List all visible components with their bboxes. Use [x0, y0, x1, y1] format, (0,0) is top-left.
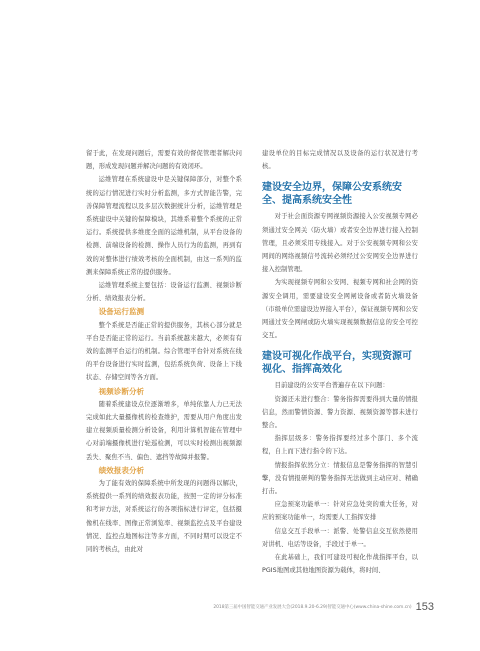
paragraph: 为了能有效的保障系统中所发现的问题得以解决，系统提供一系列的绩效报表功能，按照一定的评分标准和考评方法，对系统运行的各项指标进行评定，包括摄像机在线率、图像正常浏览率、视频监控点及平台建设情况、监控点地图标注等多方面，不同时期可以设定不同的考核点，由此对: [86, 480, 242, 554]
paragraph: 运维管理在系统建设中是关键保障部分，对整个系统的运行情况进行实时分析监测，多方式智能告警，完善保障管理流程以及多层次数据统计分析，运维管理是系统建设中关键的保障模块，其维系着整个系统的正常运行。系统提供多维度全面的运维机制，从平台设备的检测、前端设备的检测、操作人员行为的监测，再到有效的对整体进行绩效考核的全面机制，由这一系列的监测来保障系统正常的提供服务。: [86, 176, 242, 276]
paragraph: 信息交互手段单一：派警、处警信息交互依然使用对讲机、电话等设备，手段过于单一。: [262, 527, 418, 548]
paragraph: 对于社会面资源专网视频资源接入公安视频专网必须通过安全网关（防火墙）或者安全边界进行接入控制管理，且必须采用专线接入。对于公安视频专网和公安网间的网络视频信号流转必须经过公安网安全边界进行接入控制管理。: [262, 213, 418, 274]
paragraph: 应急预案功能单一：针对应急处突的重大任务，对应的预案功能单一，均需要人工指挥安排: [262, 501, 418, 522]
page-footer: [213, 601, 434, 613]
left-column: [86, 147, 242, 556]
page-number: 153: [415, 601, 434, 613]
paragraph: 运维管理系统主要包括：设备运行监测、视频诊断分析、绩效报表分析。: [86, 282, 242, 303]
paragraph: 为实现视频专网和公安网、视频专网和社会网的资源安全调用，需要建设安全网闸设备或者防火墙设备（市级单位需建设边界接入平台），保证视频专网和公安网通过安全网闸或防火墙实现视频数据信息的安全可控交互。: [262, 279, 418, 340]
paragraph: 随着系统建设点位逐渐增多，单纯依靠人力已无法完成如此大量摄像机的检查维护，需要从用户角度出发建立视频质量检测分析设备，利用计算机智能在管理中心对前端摄像机进行轮巡检测，可以实时检测出视频源丢失、聚焦不当、偏色、遮挡等故障并报警。: [86, 400, 242, 461]
paragraph: 整个系统是否能正常的提供服务，其核心部分就是平台是否能正常的运行。当前系统越来越大，必须有有效的监测平台运行的机制。综合管理平台针对系统在线的平台设备进行实时监测，包括系统负荷、设备上下线状态、存储空间等各方面。: [86, 321, 242, 382]
paragraph: 资源还未进行整合：警务指挥需要得到大量的情报信息，然而警情资源、警力资源、视频资源等都未进行整合。: [262, 395, 418, 430]
paragraph: 指挥层级多：警务指挥要经过多个部门、多个流程，自上而下进行指令的下达。: [262, 435, 418, 456]
subheading-video-diagnosis: 视频诊断分析: [98, 386, 145, 396]
right-column: [262, 147, 418, 577]
subheading-performance-report: 绩效报表分析: [98, 465, 145, 475]
section-heading-visual-command: 建设可视化作战平台，实现资源可视化、指挥高效化: [262, 351, 412, 376]
section-heading-security-boundary: 建设安全边界，保障公安系统安全、提高系统安全性: [262, 182, 402, 207]
paragraph: 目前建设的公安平台普遍存在以下问题：: [274, 382, 389, 390]
paragraph: 建设单位的目标完成情况以及设备的运行状况进行考核。: [262, 150, 418, 171]
paragraph: 留于此，在发现问题后，需要有效的督促管理者解决问题，形成发现问题并解决问题的有效闭环。: [86, 150, 242, 171]
paragraph: 情报指挥依然分立：情报信息是警务指挥的智慧引擎，没有情报研判的警务指挥无法做到主动应对、精确打击。: [262, 461, 418, 496]
subheading-device-monitoring: 设备运行监测: [98, 307, 145, 317]
footer-text: 2018第三届中国智能交通产业发展大会(2018.9.20-6.29)智能交通中心(www.china-shine.com.cn): [213, 605, 412, 610]
paragraph: 在此基础上，我们可建设可视化作战指挥平台，以PGIS地图或其他地图资源为载体，将时间、: [262, 554, 418, 575]
